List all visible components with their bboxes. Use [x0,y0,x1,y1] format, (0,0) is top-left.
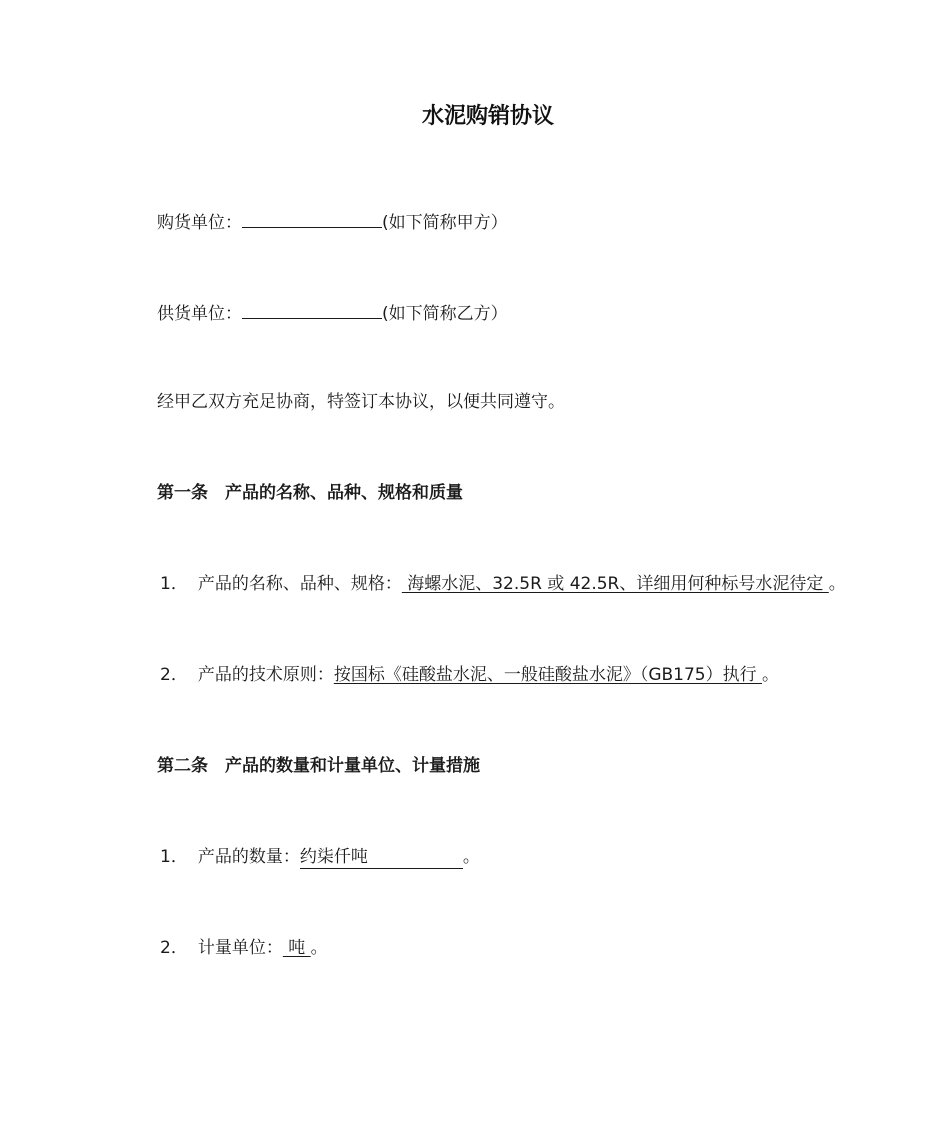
buyer-blank [242,207,382,228]
item-number: 2． [160,665,188,685]
item-number: 2． [160,938,188,958]
supplier-label: 供货单位： [157,304,242,324]
item-label: 产品的技术原则： [197,665,334,685]
item-value: 海螺水泥、32.5R 或 42.5R、详细用何种标号水泥待定 [401,574,829,594]
supplier-blank [242,298,382,319]
item-value: 按国标《硅酸盐水泥、一般硅酸盐水泥》（GB175）执行 [333,665,763,685]
item-value: 约柒仟吨 [300,846,463,869]
item-end: 。 [310,938,328,958]
item-value: 吨 [282,938,311,958]
buyer-label: 购货单位： [157,213,242,233]
article2-heading: 第二条 产品的数量和计量单位、计量措施 [157,756,480,776]
document-title: 水泥购销协议 [421,104,554,129]
supplier-line [157,298,508,326]
buyer-line [157,207,508,235]
item-end: 。 [828,574,846,594]
item-label: 计量单位： [197,938,283,958]
item-end: 。 [762,665,780,685]
item-end: 。 [462,847,480,867]
article2-item1 [157,845,480,869]
article1-item1 [157,572,846,596]
item-label: 产品的数量： [197,847,300,867]
article2-item2 [157,936,328,960]
item-label: 产品的名称、品种、规格： [197,574,402,594]
item-number: 1． [160,574,188,594]
buyer-note: (如下简称甲方） [382,213,508,233]
article1-heading: 第一条 产品的名称、品种、规格和质量 [157,483,463,503]
intro-paragraph: 经甲乙双方充足协商，特签订本协议，以便共同遵守。 [157,392,565,412]
supplier-note: (如下简称乙方） [382,304,508,324]
article1-item2 [157,663,779,687]
item-number: 1． [160,847,188,867]
